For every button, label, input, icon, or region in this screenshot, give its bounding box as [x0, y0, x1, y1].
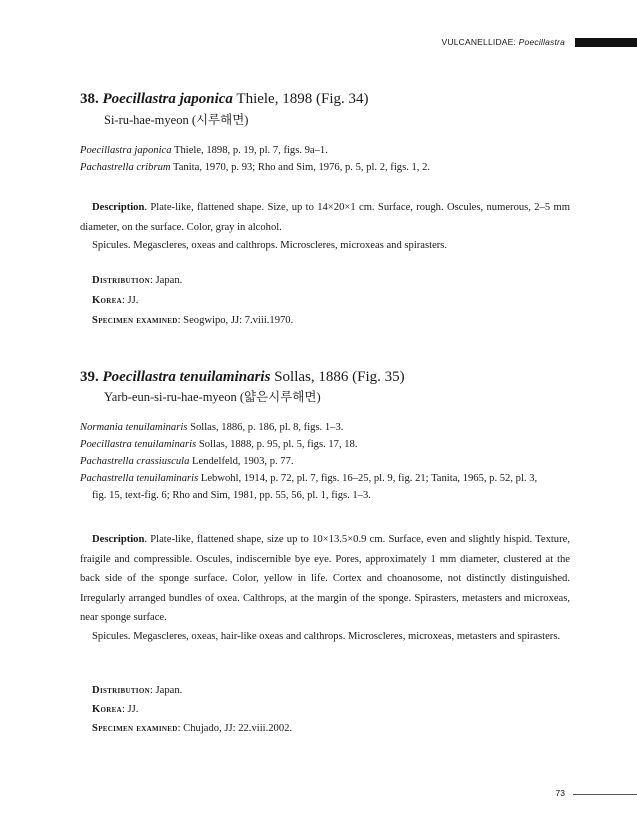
species-heading-39 — [80, 368, 405, 386]
korea-39 — [92, 704, 138, 715]
description-text: . Plate-like, flattened shape, size up to 10×13.5×0.9 cm. Surface, even and slightly hispid. Texture, fraigile and compressible. Oscules, indiscernible bye eye. Pores, approximately 1 mm diameter, clustered at the back side of the sponge surface. Color, yellow in life. Cortex and choanosome, not distinctly distinguished. Irregularly arranged bundles of oxea. Calthrops, at the margin of the sponge. Spirasters, metasters and microxeas, near sponge surface. — [80, 534, 570, 623]
distribution-38 — [92, 275, 182, 286]
korea-label: Korea — [92, 295, 122, 306]
synonym-ref: Thiele, 1898, p. 19, pl. 7, figs. 9a–1. — [173, 145, 328, 156]
synonym-item — [80, 453, 570, 470]
korea-label: Korea — [92, 704, 122, 715]
running-head — [441, 37, 565, 47]
synonym-ref: Tanita, 1970, p. 93; Rho and Sim, 1976, p. 5, pl. 2, figs. 1, 2. — [173, 162, 431, 173]
synonym-ref: Sollas, 1888, p. 95, pl. 5, figs. 17, 18. — [198, 439, 358, 450]
distribution-value: : Japan. — [149, 685, 183, 696]
species-authority: Sollas, 1886 — [274, 369, 349, 385]
species-number: 39. — [80, 369, 99, 385]
description-label: Description — [92, 534, 145, 545]
synonym-item — [80, 419, 570, 436]
header-bar — [575, 38, 637, 47]
distribution-39 — [92, 685, 182, 696]
synonym-name: Pachastrella crassiuscula — [80, 456, 190, 467]
distribution-label: Distribution — [92, 685, 150, 696]
description-39 — [80, 530, 570, 628]
specimen-39 — [92, 723, 292, 734]
species-scientific-name: Poecillastra japonica — [102, 91, 233, 107]
running-head-genus: Poecillastra — [518, 37, 565, 47]
description-text: . Plate-like, flattened shape. Size, up to 14×20×1 cm. Surface, rough. Oscules, numerous, 2–5 mm diameter, on the surface. Color, gray in alcohol. — [80, 202, 570, 233]
species-scientific-name: Poecillastra tenuilaminaris — [102, 369, 271, 385]
synonymy-39 — [80, 419, 570, 504]
korea-38 — [92, 295, 138, 306]
synonym-ref-continued: fig. 15, text-fig. 6; Rho and Sim, 1981, pp. 55, 56, pl. 1, figs. 1–3. — [92, 490, 371, 501]
synonym-name: Poecillastra tenuilaminaris — [80, 439, 197, 450]
species-authority: Thiele, 1898 — [236, 91, 313, 107]
footer-rule — [573, 794, 637, 795]
specimen-label: Specimen examined — [92, 315, 178, 326]
species-heading-38 — [80, 90, 368, 108]
page-number: 73 — [555, 788, 565, 798]
spicules-39: Spicules. Megascleres, oxeas, hair-like oxeas and calthrops. Microscleres, microxeas, metasters and spirasters. — [92, 631, 561, 642]
synonym-item — [80, 159, 570, 176]
specimen-label: Specimen examined — [92, 723, 178, 734]
synonym-ref: Lendelfeld, 1903, p. 77. — [192, 456, 294, 467]
korea-value: : JJ. — [121, 704, 139, 715]
synonym-item — [80, 470, 570, 504]
synonym-item — [80, 142, 570, 159]
distribution-value: : Japan. — [149, 275, 183, 286]
synonym-name: Normania tenuilaminaris — [80, 422, 188, 433]
synonymy-38 — [80, 142, 570, 176]
korean-name-39: Yarb-eun-si-ru-hae-myeon (얇은시루해면) — [104, 390, 321, 404]
species-figure-ref: (Fig. 34) — [315, 91, 369, 107]
specimen-value: : Chujado, JJ: 22.viii.2002. — [177, 723, 293, 734]
distribution-label: Distribution — [92, 275, 150, 286]
synonym-name: Pachastrella cribrum — [80, 162, 171, 173]
synonym-name: Poecillastra japonica — [80, 145, 172, 156]
species-number: 38. — [80, 91, 99, 107]
description-38 — [80, 198, 570, 237]
korea-value: : JJ. — [121, 295, 139, 306]
synonym-ref: Lebwohl, 1914, p. 72, pl. 7, figs. 16–25, pl. 9, fig. 21; Tanita, 1965, p. 52, pl. 3, — [200, 473, 538, 484]
specimen-38 — [92, 315, 293, 326]
synonym-name: Pachastrella tenuilaminaris — [80, 473, 199, 484]
spicules-38: Spicules. Megascleres, oxeas and calthrops. Microscleres, microxeas and spirasters. — [92, 240, 448, 251]
synonym-item — [80, 436, 570, 453]
species-figure-ref: (Fig. 35) — [352, 369, 405, 385]
description-label: Description — [92, 202, 145, 213]
korean-name-38: Si-ru-hae-myeon (시루해면) — [104, 113, 249, 127]
running-head-family: VULCANELLIDAE: — [441, 37, 517, 47]
synonym-ref: Sollas, 1886, p. 186, pl. 8, figs. 1–3. — [190, 422, 344, 433]
specimen-value: : Seogwipo, JJ: 7.viii.1970. — [177, 315, 294, 326]
